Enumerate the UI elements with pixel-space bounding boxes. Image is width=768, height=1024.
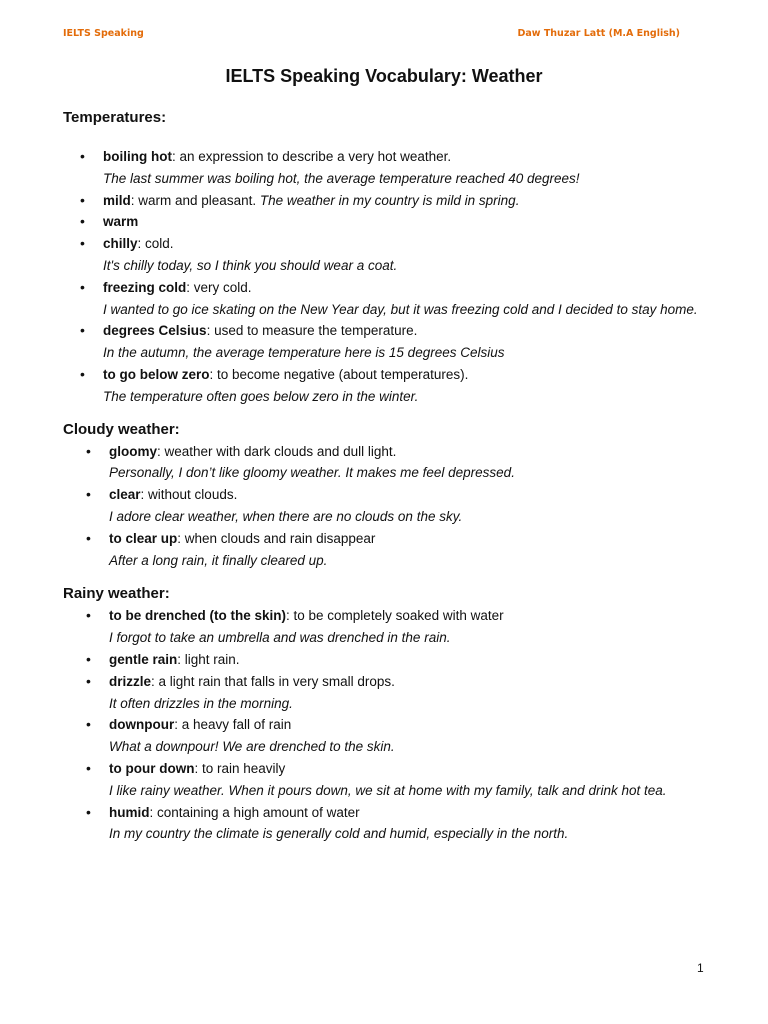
vocab-example: The weather in my country is mild in spring.	[259, 192, 520, 208]
section-rainy-weather	[63, 583, 703, 845]
vocab-term: degrees Celsius	[103, 323, 207, 339]
vocab-example: It's chilly today, so I think you should wear a coat.	[103, 257, 398, 273]
section-cloudy-weather	[63, 419, 703, 572]
vocab-term: freezing cold	[103, 279, 187, 295]
vocab-list-cloudy	[63, 441, 703, 572]
bullet-icon: •	[80, 213, 85, 230]
bullet-icon: •	[86, 529, 91, 546]
vocab-term: warm	[103, 214, 139, 230]
header-left-text: IELTS Speaking	[63, 28, 144, 39]
list-item	[63, 277, 703, 321]
vocab-term: to go below zero	[103, 366, 210, 382]
vocab-definition: : weather with dark clouds and dull light.	[157, 443, 397, 459]
section-heading-temperatures: Temperatures:	[63, 109, 167, 126]
document-body	[63, 107, 703, 845]
bullet-icon: •	[80, 365, 85, 382]
list-item	[63, 190, 703, 212]
vocab-definition: : to be completely soaked with water	[286, 608, 504, 624]
list-item	[63, 441, 703, 485]
vocab-example: It often drizzles in the morning.	[109, 695, 293, 711]
vocab-example: In my country the climate is generally cold and humid, especially in the north.	[109, 826, 569, 842]
vocab-term: gentle rain	[109, 651, 178, 667]
vocab-definition: : used to measure the temperature.	[206, 323, 418, 339]
bullet-icon: •	[86, 803, 91, 820]
bullet-icon: •	[80, 322, 85, 339]
bullet-icon: •	[80, 235, 85, 252]
vocab-example: The temperature often goes below zero in the winter.	[103, 388, 419, 404]
list-item	[63, 320, 703, 364]
section-heading-cloudy: Cloudy weather:	[63, 420, 180, 438]
vocab-definition: : light rain.	[177, 651, 240, 667]
section-temperatures	[63, 107, 703, 408]
bullet-icon: •	[86, 672, 91, 689]
vocab-definition: : when clouds and rain disappear	[177, 530, 376, 546]
list-item	[63, 233, 703, 277]
list-item	[63, 758, 703, 802]
list-item	[63, 146, 703, 190]
vocab-definition: : cold.	[137, 236, 174, 252]
header-right-text: Daw Thuzar Latt (M.A English)	[517, 28, 680, 39]
vocab-term: to clear up	[109, 530, 178, 546]
bullet-icon: •	[86, 442, 91, 459]
list-item	[63, 528, 703, 572]
vocab-definition: : to become negative (about temperatures).	[209, 366, 469, 382]
list-item	[63, 802, 703, 846]
bullet-icon: •	[80, 278, 85, 295]
vocab-term: chilly	[103, 236, 138, 252]
vocab-definition: : to rain heavily	[194, 760, 286, 776]
vocab-term: downpour	[109, 717, 175, 733]
vocab-example: The last summer was boiling hot, the average temperature reached 40 degrees!	[103, 170, 580, 186]
page-title: IELTS Speaking Vocabulary: Weather	[225, 66, 543, 86]
vocab-term: humid	[109, 804, 150, 820]
vocab-example: I like rainy weather. When it pours down, we sit at home with my family, talk and drink hot tea.	[109, 782, 667, 798]
vocab-definition: : a heavy fall of rain	[174, 717, 292, 733]
vocab-definition: : very cold.	[186, 279, 252, 295]
list-item	[63, 605, 703, 649]
bullet-icon: •	[86, 650, 91, 667]
bullet-icon: •	[86, 486, 91, 503]
vocab-example: I wanted to go ice skating on the New Year day, but it was freezing cold and I decided to stay home.	[103, 301, 698, 317]
list-item	[63, 484, 703, 528]
vocab-term: to be drenched (to the skin)	[109, 608, 287, 624]
list-item	[63, 649, 703, 671]
vocab-definition: : containing a high amount of water	[149, 804, 360, 820]
vocab-list-temperatures	[63, 146, 703, 408]
vocab-term: boiling hot	[103, 149, 172, 164]
section-heading-rainy: Rainy weather:	[63, 585, 170, 603]
page-number: 1	[697, 961, 704, 975]
bullet-icon: •	[80, 191, 85, 208]
vocab-example: What a downpour! We are drenched to the skin.	[109, 739, 395, 755]
vocab-example: After a long rain, it finally cleared up.	[109, 552, 328, 568]
list-item	[63, 671, 703, 715]
vocab-definition: : an expression to describe a very hot weather.	[171, 149, 452, 164]
list-item	[63, 211, 703, 233]
vocab-definition: : warm and pleasant.	[130, 192, 260, 208]
vocab-term: mild	[103, 192, 131, 208]
vocab-example: Personally, I don’t like gloomy weather. It makes me feel depressed.	[109, 465, 515, 481]
bullet-icon: •	[86, 607, 91, 624]
vocab-term: clear	[109, 487, 141, 503]
vocab-definition: : a light rain that falls in very small drops.	[151, 673, 395, 689]
vocab-term: drizzle	[109, 673, 152, 689]
vocab-example: I adore clear weather, when there are no clouds on the sky.	[109, 508, 463, 524]
vocab-example: In the autumn, the average temperature here is 15 degrees Celsius	[103, 345, 505, 361]
vocab-example: I forgot to take an umbrella and was drenched in the rain.	[109, 630, 451, 646]
vocab-term: to pour down	[109, 760, 195, 776]
vocab-term: gloomy	[109, 443, 158, 459]
bullet-icon: •	[86, 759, 91, 776]
list-item	[63, 364, 703, 408]
bullet-icon: •	[86, 716, 91, 733]
vocab-definition: : without clouds.	[140, 487, 238, 503]
list-item	[63, 714, 703, 758]
vocab-list-rainy	[63, 605, 703, 845]
bullet-icon: •	[80, 148, 85, 164]
